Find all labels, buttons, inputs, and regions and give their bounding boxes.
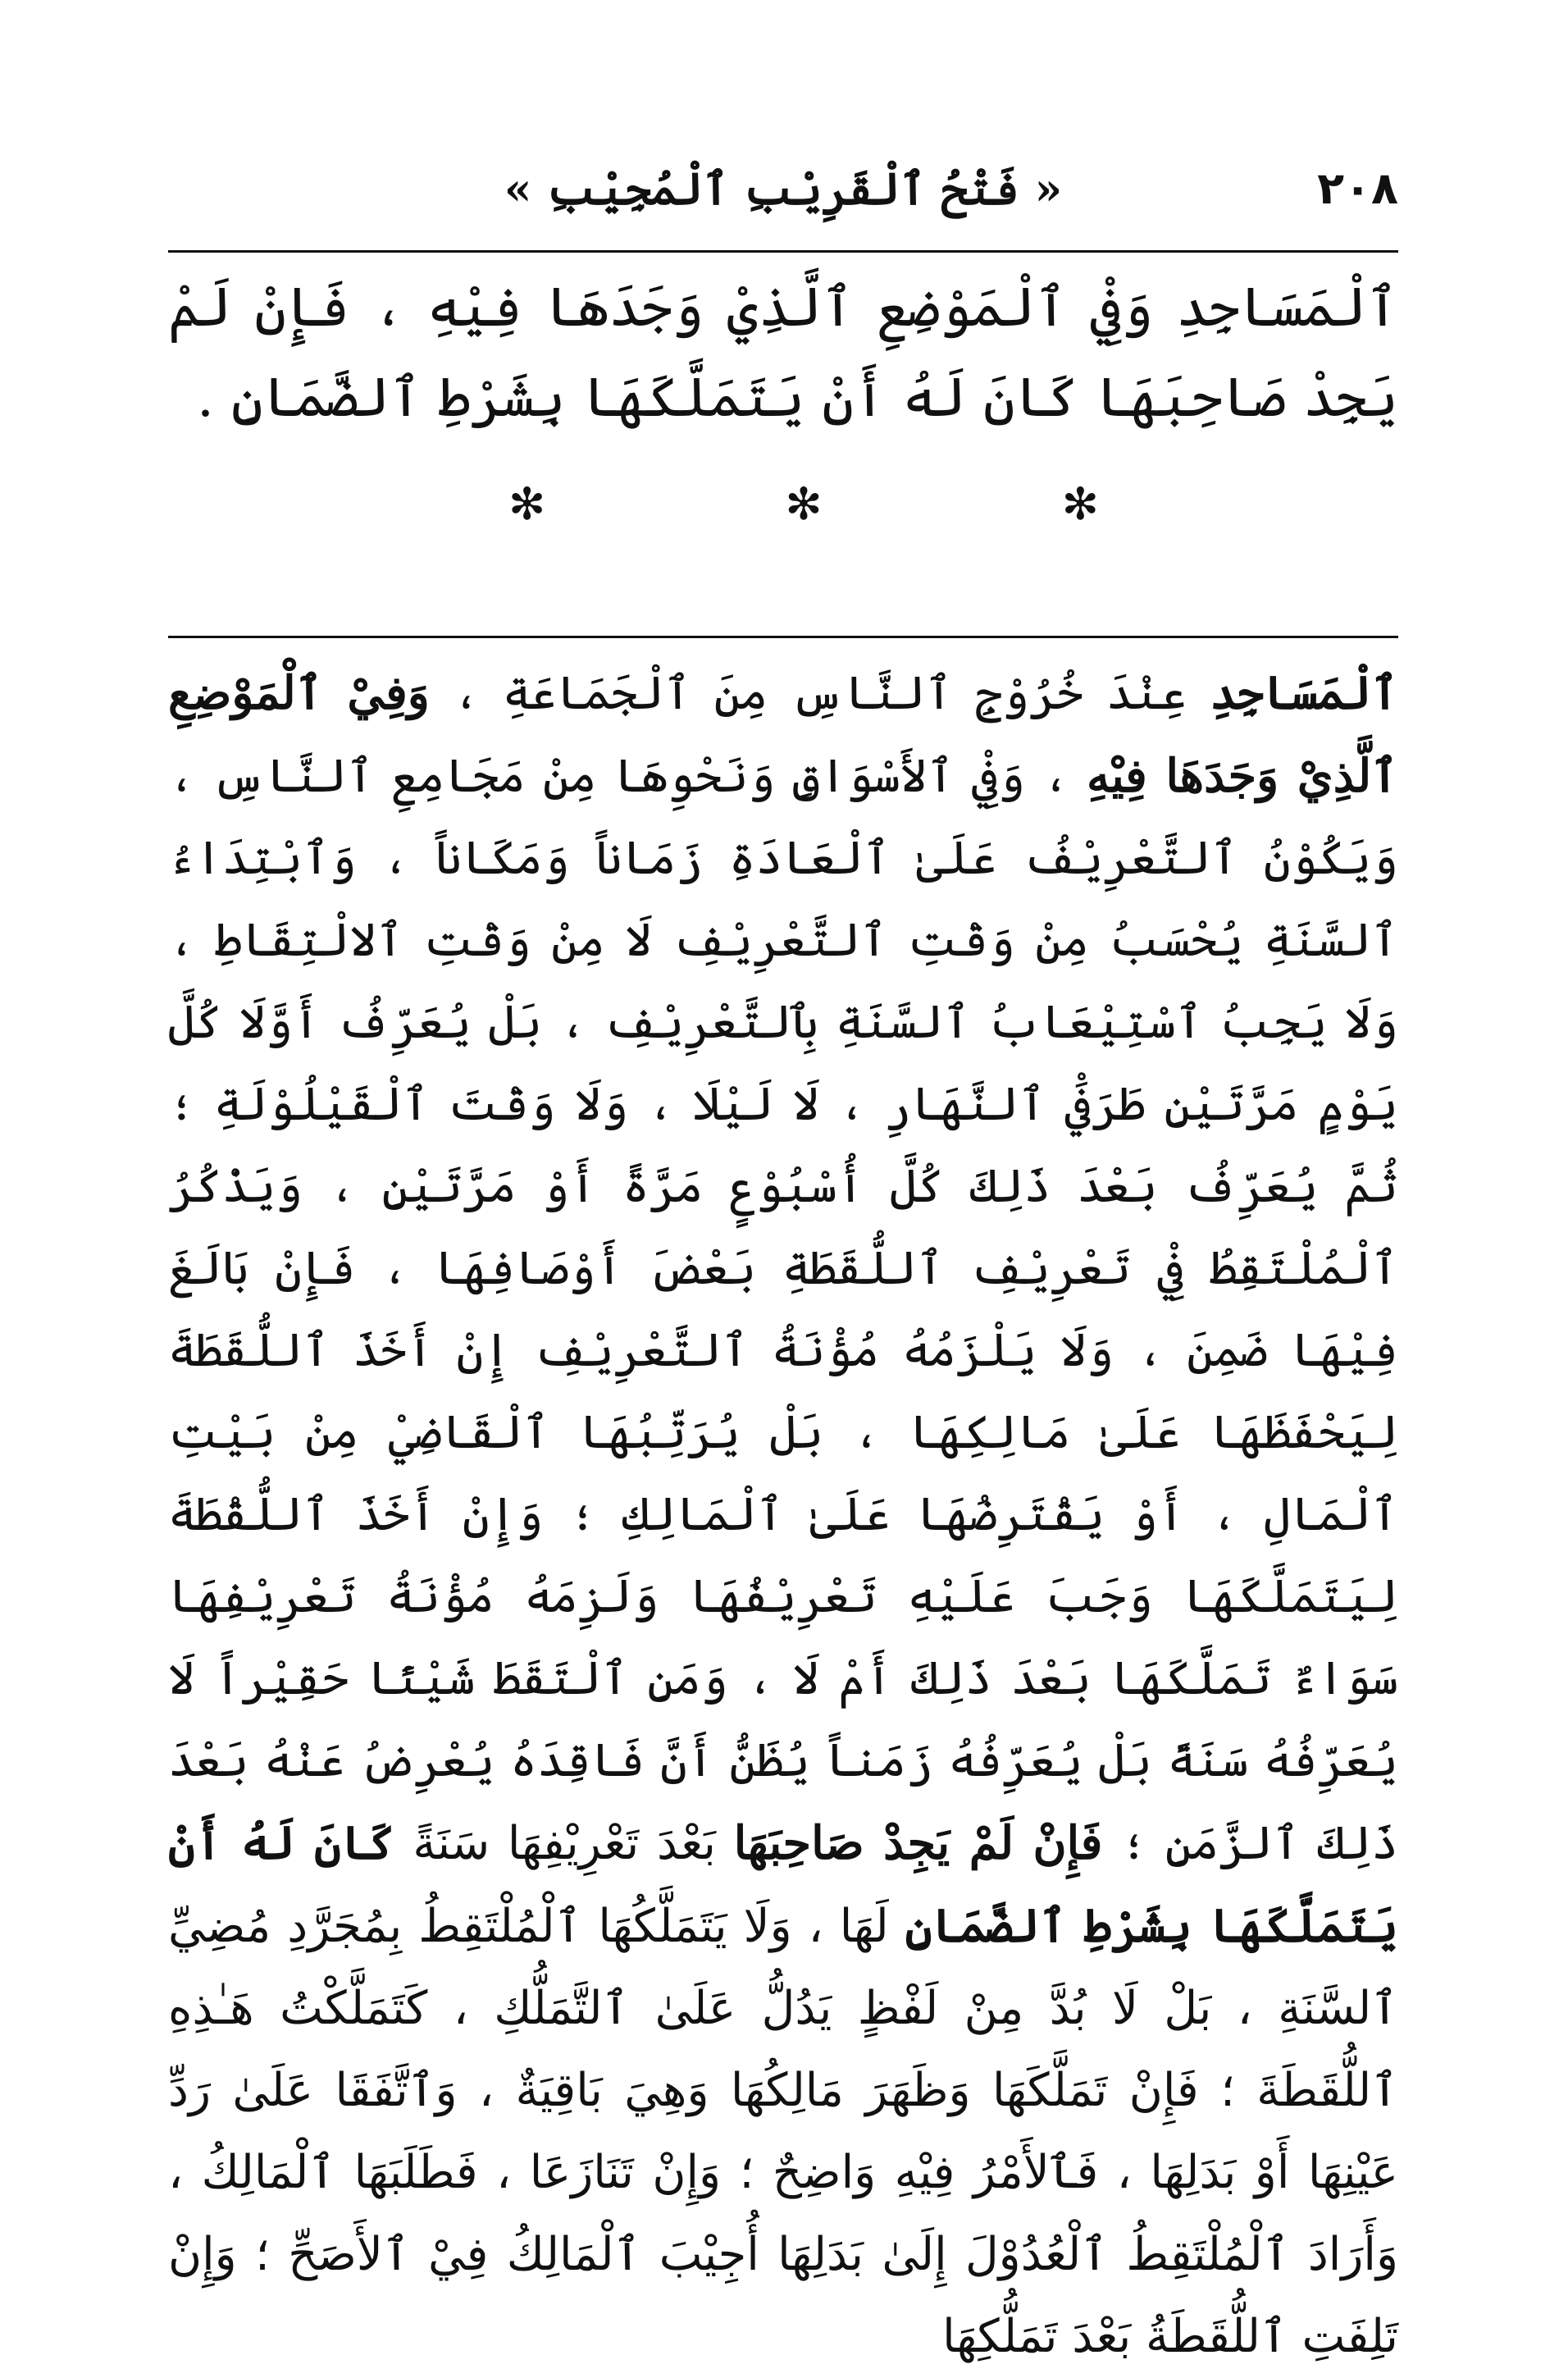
page-number: ٢٠٨ (1317, 162, 1398, 214)
quoted-matn-phrase: كَانَ لَهُ أَنْ يَتَمَلَّكَهَا بِشَرْطِ ٱلضَّمَانِ (168, 1816, 1398, 1953)
commentary-rule (168, 636, 1398, 638)
asterisk-ornament-icon: ✻ (1061, 478, 1099, 530)
commentary-phrase: عِنْدَ خُرُوْجِ ٱلنَّاسِ مِنَ ٱلْجَمَاعَةِ ، (429, 667, 1210, 720)
quoted-matn-phrase: ٱلْمَسَاجِدِ (1210, 666, 1398, 720)
commentary-paragraph (168, 652, 1398, 2378)
header-rule (168, 250, 1398, 253)
quoted-matn-phrase: فَإِنْ لَمْ يَجِدْ صَاحِبَهَا (733, 1816, 1103, 1870)
running-head (168, 156, 1398, 221)
asterisk-ornament-icon: ✻ (508, 478, 546, 530)
quoted-matn-phrase: وَفِيْ ٱلْمَوْضِعِ ٱلَّذِيْ وَجَدَهَا فِيْهِ (168, 666, 1398, 803)
matn-paragraph: ٱلْمَسَاجِدِ وَفِيْ ٱلْمَوْضِعِ ٱلَّذِيْ وَجَدَهَا فِيْهِ ، فَإِنْ لَمْ يَجِدْ صَاحِبَهَا كَانَ لَهُ أَنْ يَتَمَلَّكَهَا بِشَرْطِ ٱلضَّمَانِ . (168, 276, 1398, 429)
commentary-text-block (168, 652, 1398, 2378)
matn-text-block (168, 262, 1398, 443)
asterisk-ornament-icon: ✻ (785, 478, 823, 530)
asterism-separator (508, 480, 1099, 529)
book-title: « فَتْحُ ٱلْقَرِيْبِ ٱلْمُجِيْبِ » (504, 162, 1063, 215)
commentary-phrase: لَهَا ، وَلَا يَتَمَلَّكُهَا ٱلْمُلْتَقِطُ بِمُجَرَّدِ مُضِيِّ ٱلسَّنَةِ ، بَلْ لَا بُدَّ مِنْ لَفْظٍ يَدُلُّ عَلَىٰ ٱلتَّمَلُّكِ ، كَتَمَلَّكْتُ هَـٰذِهِ ٱللُّقَطَةَ ؛ فَإِنْ تَمَلَّكَهَا وَظَهَرَ مَالِكُهَا وَهِيَ بَاقِيَةٌ ، وَٱتَّفَقَا عَلَىٰ رَدِّ عَيْنِهَا أَوْ بَدَلِهَا ، فَٱلأَمْرُ فِيْهِ وَاضِحٌ ؛ وَإِنْ تَنَازَعَا ، فَطَلَبَهَا ٱلْمَالِكُ ، وَأَرَادَ ٱلْمُلْتَقِطُ ٱلْعُدُوْلَ إِلَىٰ بَدَلِهَا أُجِيْبَ ٱلْمَالِكُ فِيْ ٱلأَصَحِّ ؛ وَإِنْ تَلِفَتِ ٱللُّقَطَةُ بَعْدَ تَمَلُّكِهَا (168, 1900, 1399, 2363)
commentary-phrase: بَعْدَ تَعْرِيْفِهَا سَنَةً (394, 1817, 734, 1870)
commentary-phrase: ، وَفِيْ ٱلأَسْوَاقِ وَنَحْوِهَا مِنْ مَجَامِعِ ٱلنَّاسِ ، وَيَكُوْنُ ٱلتَّعْرِيْفُ عَلَىٰ ٱلْعَادَةِ زَمَاناً وَمَكَاناً ، وَٱبْتِدَاءُ ٱلسَّنَةِ يُحْسَبُ مِنْ وَقْتِ ٱلتَّعْرِيْفِ لَا مِنْ وَقْتِ ٱلالْتِقَاطِ ، وَلَا يَجِبُ ٱسْتِيْعَابُ ٱلسَّنَةِ بِٱلتَّعْرِيْفِ ، بَلْ يُعَرِّفُ أَوَّلَا كُلَّ يَوْمٍ مَرَّتَيْنِ طَرَفَيْ ٱلنَّهَارِ ، لَا لَيْلَا ، وَلَا وَقْتَ ٱلْقَيْلُوْلَةِ ؛ ثُمَّ يُعَرِّفُ بَعْدَ ذَلِكَ كُلَّ أُسْبُوْعٍ مَرَّةً أَوْ مَرَّتَيْنِ ، وَيَذْكُرُ ٱلْمُلْتَقِطُ فِيْ تَعْرِيْفِ ٱللُّقَطَةِ بَعْضَ أَوْصَافِهَا ، فَإِنْ بَالَغَ فِيْهَا ضَمِنَ ، وَلَا يَلْزَمُهُ مُؤْنَةُ ٱلتَّعْرِيْفِ إِنْ أَخَذَ ٱللُّقَطَةَ لِيَحْفَظَهَا عَلَىٰ مَالِكِهَا ، بَلْ يُرَتِّبُهَا ٱلْقَاضِيْ مِنْ بَيْتِ ٱلْمَالِ ، أَوْ يَقْتَرِضُهَا عَلَىٰ ٱلْمَالِكِ ؛ وَإِنْ أَخَذَ ٱللُّقْطَةَ لِيَتَمَلَّكَهَا وَجَبَ عَلَيْهِ تَعْرِيْفُهَا وَلَزِمَهُ مُؤْنَةُ تَعْرِيْفِهَا سَوَاءٌ تَمَلَّكَهَا بَعْدَ ذَلِكَ أَمْ لَا ، وَمَنِ ٱلْتَقَطَ شَيْئًا حَقِيْراً لَا يُعَرِّفُهُ سَنَةً بَلْ يُعَرِّفُهُ زَمَناً يُظَنُّ أَنَّ فَاقِدَهُ يُعْرِضُ عَنْهُ بَعْدَ ذَلِكَ ٱلزَّمَنِ ؛ (168, 750, 1398, 1870)
